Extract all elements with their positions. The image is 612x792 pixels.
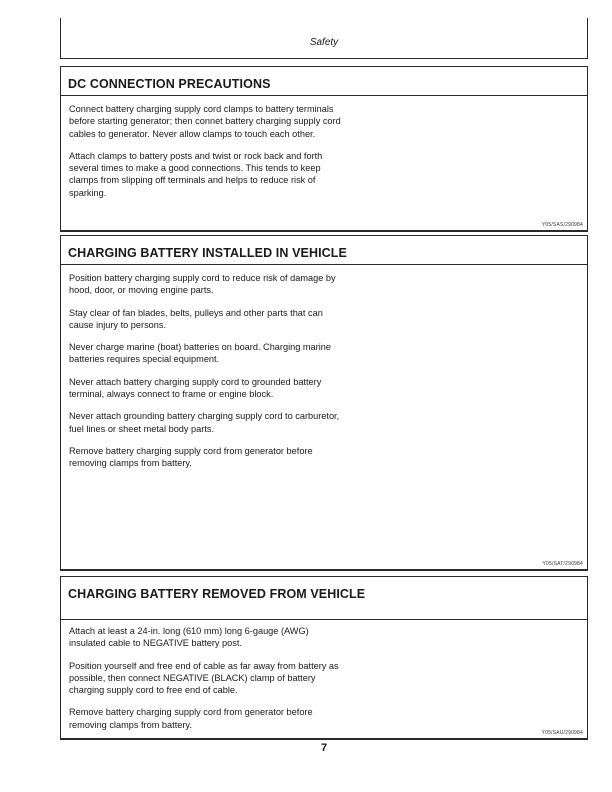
header-frame — [60, 18, 588, 59]
paragraph: Stay clear of fan blades, belts, pulleys and other parts that can cause injury to persons. — [69, 307, 323, 330]
paragraph: Never charge marine (boat) batteries on board. Charging marine batteries requires special equipment. — [69, 342, 331, 365]
reference-code: Y05/SAU/290984 — [541, 730, 583, 736]
page-number: 7 — [320, 742, 328, 754]
paragraph: Attach at least a 24-in. long (610 mm) long 6-gauge (AWG) insulated cable to NEGATIVE battery post. — [69, 626, 309, 649]
section-divider — [61, 264, 587, 265]
reference-code: Y05/SAS/290984 — [541, 222, 583, 228]
paragraph: Never attach battery charging supply cord to grounded battery terminal, always connect to frame or engine block. — [69, 376, 322, 400]
section-divider — [61, 619, 587, 620]
paragraph: Remove battery charging supply cord from generator before removing clamps from battery. — [69, 445, 313, 469]
paragraph: Attach clamps to battery posts and twist or rock back and forth several times to make a good connections. This tends to keep clamps from slipping off terminals and helps to reduce risk of sparking. — [69, 150, 323, 198]
reference-code: Y05/SAT/290984 — [542, 561, 583, 567]
paragraph: Never attach grounding battery charging supply cord to carburetor, fuel lines or sheet metal body parts. — [69, 411, 340, 434]
section-removed-from-vehicle — [60, 576, 588, 740]
section-title: CHARGING BATTERY INSTALLED IN VEHICLE — [68, 246, 347, 260]
paragraph: Position yourself and free end of cable as far away from battery as possible, then connect NEGATIVE (BLACK) clamp of battery charging supply cord to free end of cable. — [69, 660, 339, 696]
paragraph: Connect battery charging supply cord clamps to battery terminals before starting generator; then connet battery charging supply cord cables to generator. Never allow clamps to touch each other. — [69, 104, 341, 139]
paragraph: Remove battery charging supply cord from generator before removing clamps from battery. — [69, 707, 313, 730]
section-body — [69, 625, 347, 741]
section-title: CHARGING BATTERY REMOVED FROM VEHICLE — [68, 587, 366, 601]
section-dc-connection — [60, 66, 588, 232]
section-body — [69, 103, 347, 209]
section-title: DC CONNECTION PRECAUTIONS — [68, 77, 271, 91]
section-installed-in-vehicle — [60, 235, 588, 571]
paragraph: Position battery charging supply cord to reduce risk of damage by hood, door, or moving engine parts. — [69, 273, 336, 296]
section-divider — [61, 95, 587, 96]
section-body — [69, 272, 347, 480]
page-header-title: Safety — [309, 37, 339, 48]
